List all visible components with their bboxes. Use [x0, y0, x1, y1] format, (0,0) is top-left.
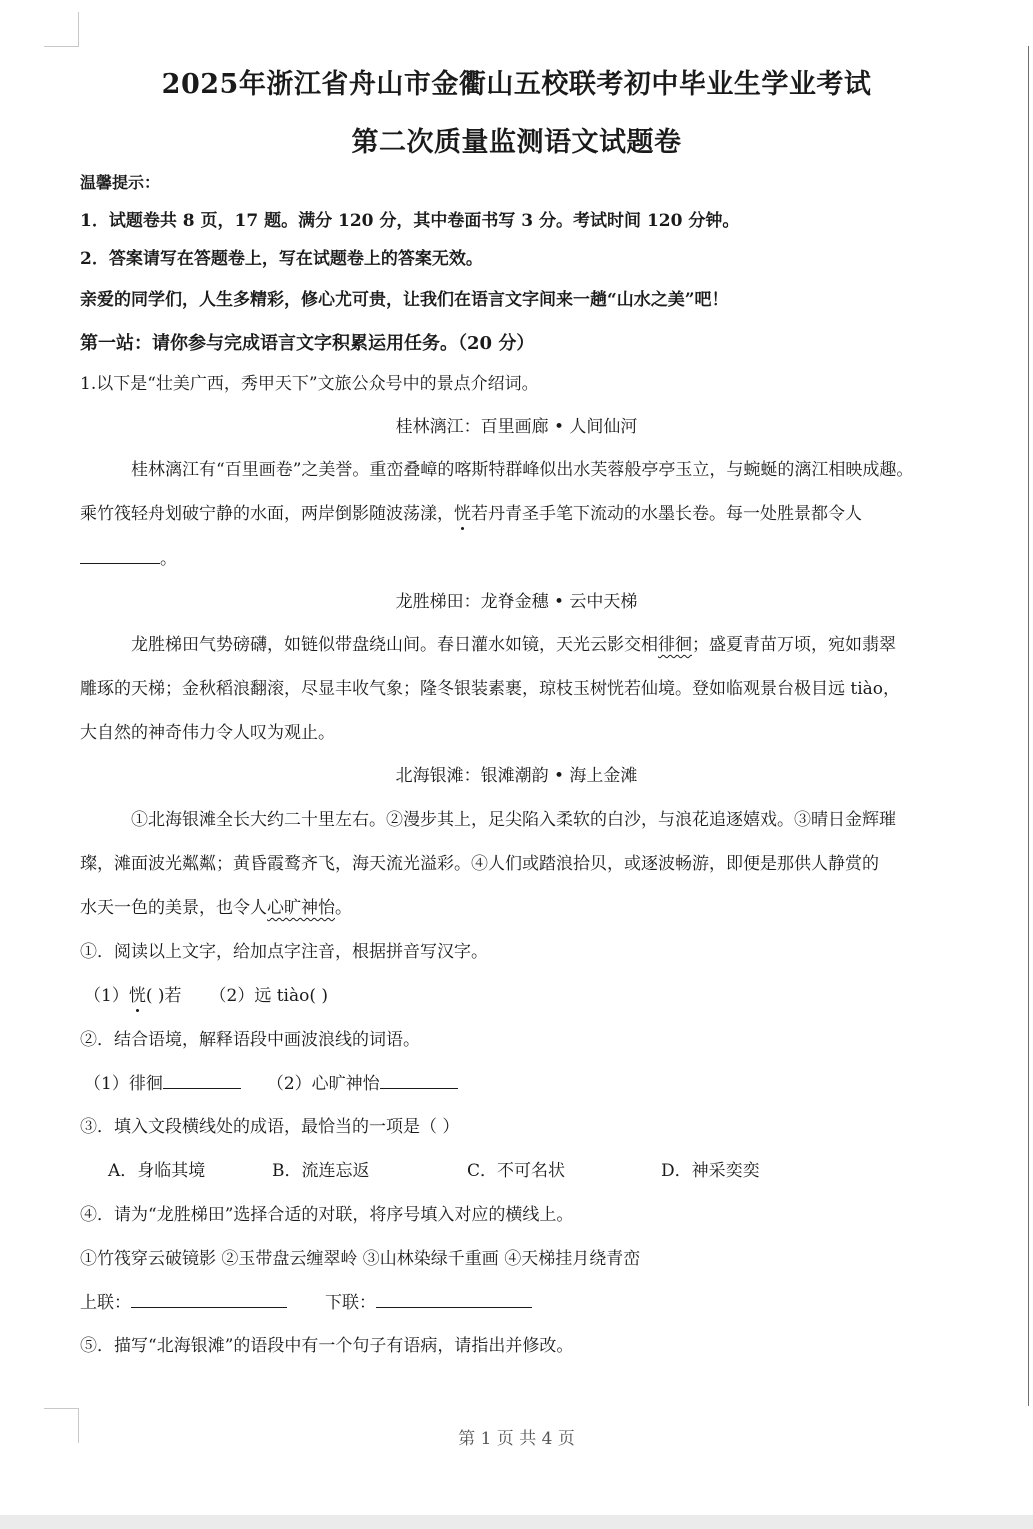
sub3-option-d[interactable]: D．神采奕奕 [661, 1161, 760, 1181]
sub2-items [84, 1069, 458, 1094]
sub4-answers [80, 1288, 532, 1313]
sub4-prompt: ④．请为“龙胜梯田”选择合适的对联，将序号填入对应的横线上。 [80, 1205, 574, 1225]
spot3-line3 [80, 893, 352, 918]
spot3-title: 北海银滩：银滩潮韵 • 海上金滩 [395, 766, 638, 786]
sub1-p1-after: 若 [164, 986, 182, 1006]
exam-title-line1: 2025年浙江省舟山市金衢山五校联考初中毕业生学业考试 [161, 69, 872, 100]
page-right-edge [1028, 46, 1029, 1406]
spot3-line2: 璨，滩面波光粼粼；黄昏霞鹜齐飞，海天流光溢彩。④人们或踏浪拾贝，或逐波畅游，即便是那供人静赏的 [80, 854, 879, 874]
spot3-line3-b: 。 [335, 898, 352, 918]
greeting: 亲爱的同学们，人生多精彩，修心尤可贵，让我们在语言文字间来一趟“山水之美”吧！ [80, 290, 729, 310]
sub4-choices: ①竹筏穿云破镜影 ②玉带盘云缠翠岭 ③山林染绿千重画 ④天梯挂月绕青峦 [80, 1249, 641, 1269]
sub3-prompt: ③．填入文段横线处的成语，最恰当的一项是（ ） [80, 1117, 460, 1137]
spot1-line1: 桂林漓江有“百里画卷”之美誉。重峦叠嶂的喀斯特群峰似出水芙蓉般亭亭玉立，与蜿蜒的漓江相映成趣。 [131, 460, 914, 480]
sub2-prompt: ②．结合语境，解释语段中画波浪线的词语。 [80, 1030, 420, 1050]
sub1-prompt: ①．阅读以上文字，给加点字注音，根据拼音写汉字。 [80, 942, 488, 962]
wavy-word-xinkuangshenyi: 心旷神怡 [267, 898, 335, 918]
lower-couplet-blank[interactable] [376, 1293, 532, 1308]
spot2-line1-b: ；盛夏青苗万顷，宛如翡翠 [692, 635, 896, 655]
sub5-prompt: ⑤．描写“北海银滩”的语段中有一个句子有语病，请指出并修改。 [80, 1336, 574, 1356]
q1-intro: 1.以下是“壮美广西，秀甲天下”文旅公众号中的景点介绍词。 [80, 374, 539, 394]
sub1-p2[interactable]: （2）远 tiào( ) [209, 986, 329, 1006]
spot3-line1: ①北海银滩全长大约二十里左右。②漫步其上，足尖陷入柔软的白沙，与浪花追逐嬉戏。③晴日金辉璀 [131, 810, 896, 830]
lower-couplet-label: 下联： [325, 1293, 376, 1313]
page-footer: 第 1 页 共 4 页 [458, 1429, 575, 1449]
spot1-title: 桂林漓江：百里画廊 • 人间仙河 [395, 417, 638, 437]
exam-title-line2: 第二次质量监测语文试题卷 [351, 127, 682, 158]
spot3-line3-a: 水天一色的美景，也令人 [80, 898, 267, 918]
sub3-option-a[interactable]: A．身临其境 [108, 1161, 206, 1181]
spot1-line2-a: 乘竹筏轻舟划破宁静的水面，两岸倒影随波荡漾， [80, 504, 454, 524]
sub2-p1-blank[interactable] [163, 1074, 241, 1089]
spot2-line2: 雕琢的天梯；金秋稻浪翻滚，尽显丰收气象；隆冬银装素裹，琼枝玉树恍若仙境。登如临观景台极目远 tiào， [80, 679, 901, 699]
spot2-title: 龙胜梯田：龙脊金穗 • 云中天梯 [395, 592, 638, 612]
spot1-line2 [80, 499, 862, 524]
tips-heading: 温馨提示： [80, 173, 161, 192]
sub2-p2-blank[interactable] [380, 1074, 458, 1089]
section1-heading: 第一站：请你参与完成语言文字积累运用任务。（20 分） [80, 333, 535, 354]
sub1-items [84, 981, 328, 1006]
tips-item-2: 2．答案请写在答题卷上，写在试题卷上的答案无效。 [80, 249, 483, 269]
sub3-option-b[interactable]: B．流连忘返 [272, 1161, 370, 1181]
idiom-blank[interactable] [80, 549, 160, 564]
wavy-word-paihuai: 徘徊 [658, 635, 692, 655]
tips-item-1: 1．试题卷共 8 页，17 题。满分 120 分，其中卷面书写 3 分。考试时间 120 分钟。 [80, 211, 740, 231]
spot2-line1-a: 龙胜梯田气势磅礴，如链似带盘绕山间。春日灌水如镜，天光云影交相 [131, 635, 658, 655]
sub1-p1-char: 恍 [128, 986, 146, 1006]
sub2-p2: （2）心旷神怡 [266, 1074, 380, 1094]
spot1-line3-end: 。 [160, 549, 177, 569]
crop-mark-top-left [44, 12, 79, 47]
spot1-line3 [80, 544, 177, 569]
upper-couplet-blank[interactable] [131, 1293, 287, 1308]
spot2-line1 [131, 630, 896, 655]
dotted-char-huang: 恍 [454, 504, 471, 524]
spot1-line2-b: 若丹青圣手笔下流动的水墨长卷。每一处胜景都令人 [471, 504, 862, 524]
page-bottom-band [0, 1515, 1033, 1529]
sub2-p1: （1）徘徊 [84, 1074, 163, 1094]
sub1-p1-label: （1） [84, 986, 129, 1006]
sub1-p1-answer[interactable]: ( ) [145, 986, 165, 1006]
upper-couplet-label: 上联： [80, 1293, 131, 1313]
spot2-line3: 大自然的神奇伟力令人叹为观止。 [80, 723, 335, 743]
sub3-option-c[interactable]: C．不可名状 [467, 1161, 566, 1181]
